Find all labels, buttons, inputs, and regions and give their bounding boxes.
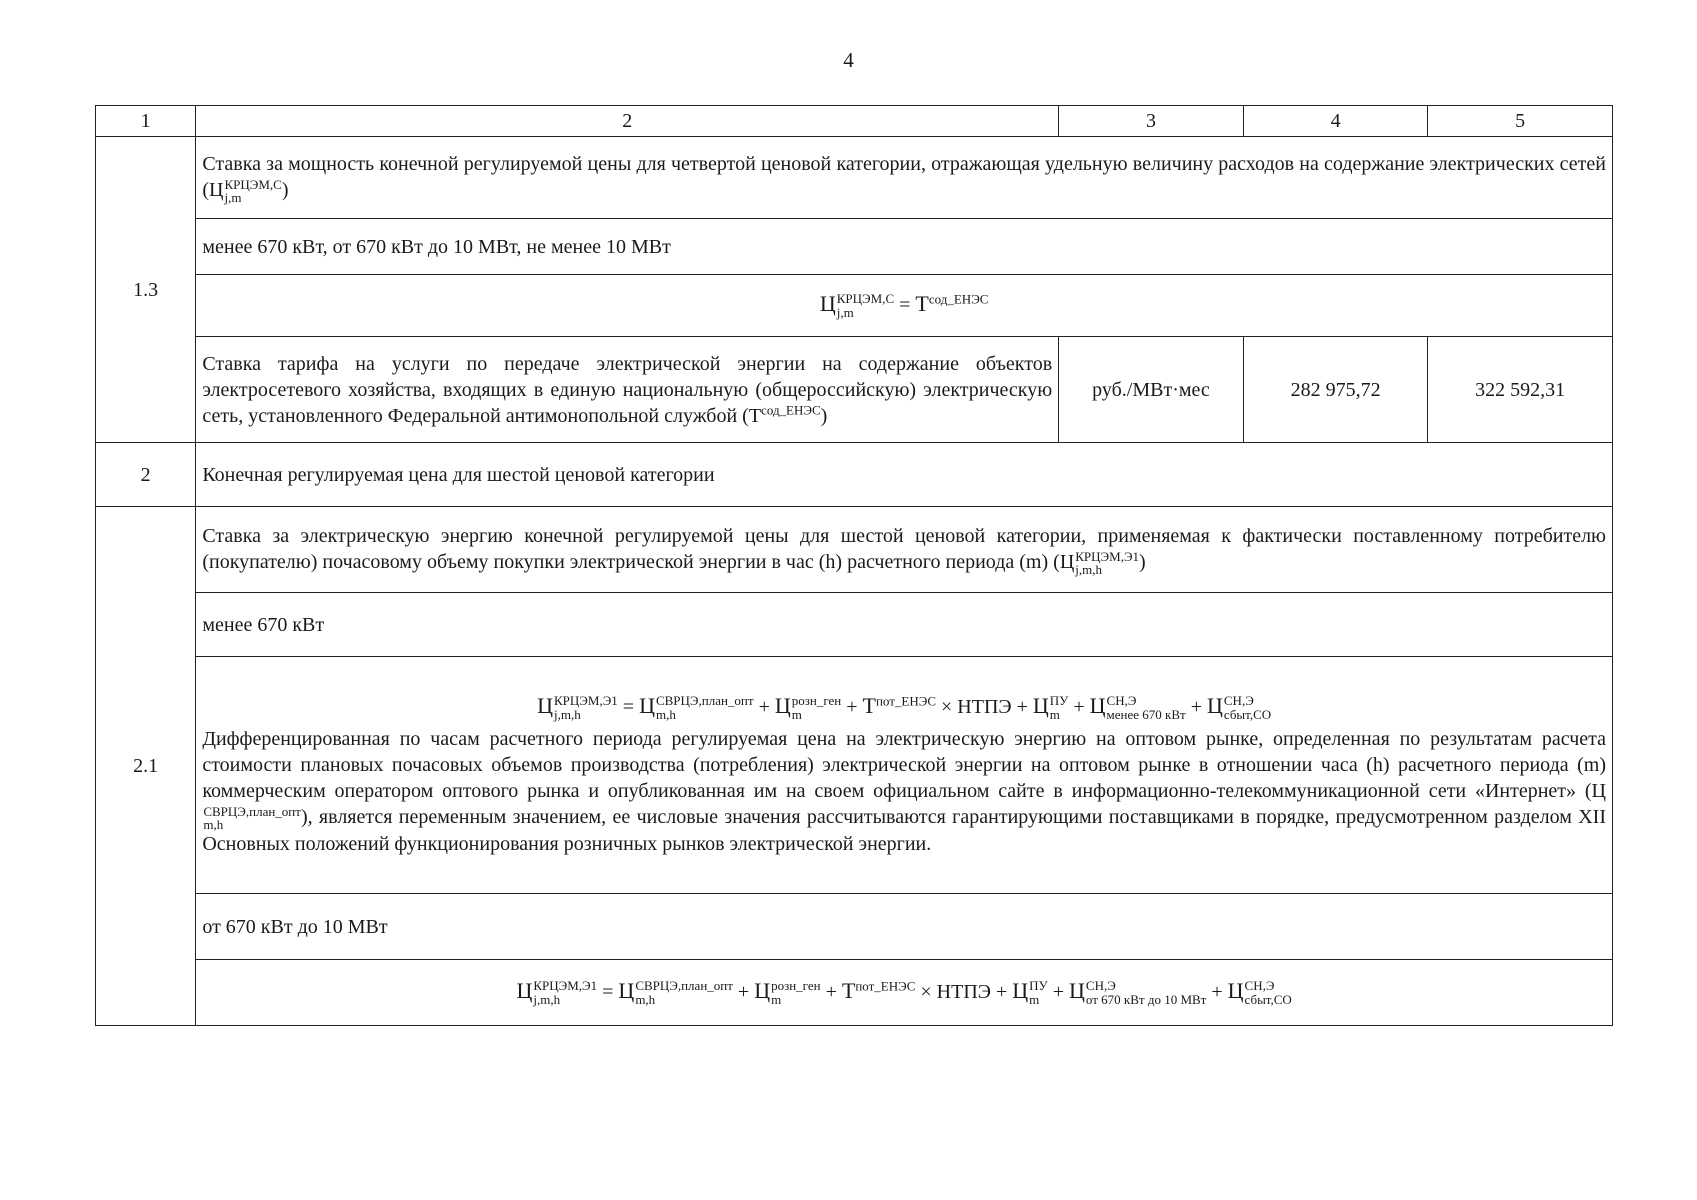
table-row bbox=[96, 443, 1613, 507]
header-cell: 3 bbox=[1059, 106, 1244, 137]
power-range: менее 670 кВт bbox=[196, 593, 1613, 657]
formula: Ц КРЦЭМ,Э1 j,m,h = Ц СВРЦЭ,план_опт m,h + Ц розн_ген m + $Т^{пот\_ЕНЭС}$ × НТПЭ + Ц ПУ m + Ц СН,Э менее 670 кВт + Ц СН,Э сбыт,СО bbox=[537, 692, 1272, 722]
row-description: Ставка за мощность конечной регулируемой цены для четвертой ценовой категории, отражающая удельную величину расходов на содержание электрических сетей (Ц КРЦЭМ,С j,m ) bbox=[196, 137, 1613, 219]
page-number: 4 bbox=[843, 48, 854, 72]
table-row bbox=[96, 657, 1613, 894]
table-row bbox=[96, 137, 1613, 219]
explanation-text: Дифференцированная по часам расчетного периода регулируемая цена на электрическую энергию на оптовом рынке, определенная по результатам расчета стоимости плановых почасовых объемов производства (потребления) электрической энергии на оптовом рынке в отношении часа (h) расчетного периода (m) коммерческим оператором оптового рынка и опубликованная им на своем официальном сайте в информационно-телекоммуникационной сети «Интернет» (Ц СВРЦЭ,план_опт m,h ), является переменным значением, ее числовые значения рассчитываются гарантирующими поставщиками в порядке, предусмотренном разделом XII Основных положений функционирования розничных рынков электрической энергии. bbox=[202, 728, 1606, 856]
table-row bbox=[96, 219, 1613, 275]
power-range: менее 670 кВт, от 670 кВт до 10 МВт, не менее 10 МВт bbox=[196, 219, 1613, 275]
row-description: Ставка за электрическую энергию конечной регулируемой цены для шестой ценовой категории, применяемая к фактически поставленному потребителю (покупателю) почасовому объему покупки электрической энергии в час (h) расчетного периода (m) (Ц КРЦЭМ,Э1 j,m,h ) bbox=[196, 507, 1613, 593]
table-row bbox=[96, 507, 1613, 593]
formula: Ц КРЦЭМ,С j,m = $Т^{сод\_ЕНЭС}$ bbox=[196, 275, 1613, 337]
formula-and-explanation bbox=[196, 657, 1613, 894]
table-row bbox=[96, 337, 1613, 443]
table-row bbox=[96, 960, 1613, 1026]
formula: Ц КРЦЭМ,Э1 j,m,h = Ц СВРЦЭ,план_опт m,h + Ц розн_ген m + $Т^{пот\_ЕНЭС}$ × НТПЭ + Ц ПУ m + Ц СН,Э от 670 кВт до 10 МВт + Ц СН,Э сбыт,СО bbox=[196, 960, 1613, 1026]
header-cell: 4 bbox=[1243, 106, 1428, 137]
tariff-table bbox=[95, 105, 1613, 1026]
row-number: 2 bbox=[96, 443, 196, 507]
value-cell-5: 322 592,31 bbox=[1428, 337, 1613, 443]
header-cell: 5 bbox=[1428, 106, 1613, 137]
table-row bbox=[96, 894, 1613, 960]
table-header-row bbox=[96, 106, 1613, 137]
header-cell: 2 bbox=[196, 106, 1059, 137]
header-cell: 1 bbox=[96, 106, 196, 137]
value-cell-4: 282 975,72 bbox=[1243, 337, 1428, 443]
table-row bbox=[96, 593, 1613, 657]
tariff-description: Ставка тарифа на услуги по передаче электрической энергии на содержание объектов электросетевого хозяйства, входящих в единую национальную (общероссийскую) электрическую сеть, установленного Федеральной антимонопольной службой $(Т^{сод\_ЕНЭС})$ bbox=[196, 337, 1059, 443]
row-number: 2.1 bbox=[96, 507, 196, 1026]
table-row bbox=[96, 275, 1613, 337]
row-description: Конечная регулируемая цена для шестой ценовой категории bbox=[196, 443, 1613, 507]
row-number: 1.3 bbox=[96, 137, 196, 443]
unit-cell: руб./МВт·мес bbox=[1059, 337, 1244, 443]
power-range: от 670 кВт до 10 МВт bbox=[196, 894, 1613, 960]
